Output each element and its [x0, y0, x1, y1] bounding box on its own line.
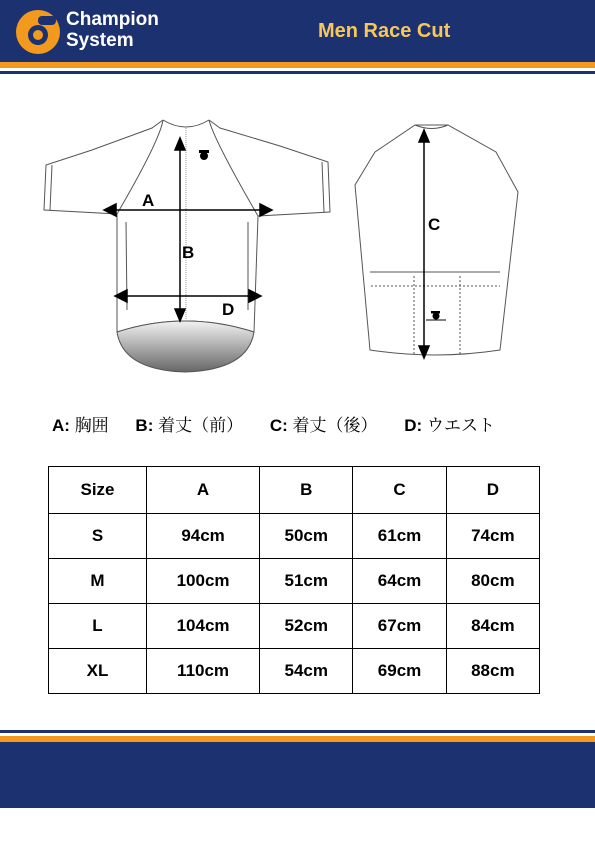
- legend-text-a: 胸囲: [74, 416, 109, 435]
- legend-key-b: B:: [135, 416, 154, 435]
- footer-bar: [0, 742, 595, 808]
- legend-item-c: [270, 416, 378, 435]
- table-cell: 74cm: [446, 514, 539, 559]
- table-cell: 54cm: [260, 649, 353, 694]
- table-cell: 51cm: [260, 559, 353, 604]
- table-row: [49, 559, 540, 604]
- table-header-cell: B: [260, 467, 353, 514]
- header-thin-navy-stripe: [0, 71, 595, 74]
- legend-text-b: 着丈（前）: [158, 416, 244, 435]
- size-chart-table: [48, 466, 540, 694]
- table-cell: 64cm: [353, 559, 446, 604]
- dimension-label-c: C: [428, 215, 441, 234]
- table-cell: 67cm: [353, 604, 446, 649]
- table-cell: 94cm: [147, 514, 260, 559]
- table-cell: 84cm: [446, 604, 539, 649]
- brand-name-line1: Champion: [66, 9, 159, 30]
- table-header-cell: Size: [49, 467, 147, 514]
- legend-text-d: ウエスト: [426, 416, 495, 435]
- legend-key-a: A:: [52, 416, 70, 435]
- table-header-cell: D: [446, 467, 539, 514]
- table-cell: 110cm: [147, 649, 260, 694]
- legend-key-c: C:: [269, 416, 288, 435]
- table-cell: 104cm: [147, 604, 260, 649]
- table-cell: 100cm: [147, 559, 260, 604]
- legend-key-d: D:: [404, 416, 423, 435]
- page-title: Men Race Cut: [318, 20, 451, 42]
- legend-item-b: [135, 416, 243, 435]
- table-row: [49, 649, 540, 694]
- dimension-label-b: B: [182, 243, 195, 262]
- dimension-label-d: D: [222, 300, 235, 319]
- table-cell: 52cm: [260, 604, 353, 649]
- jersey-measurement-diagram: [0, 95, 595, 385]
- champion-system-logo-icon: [14, 8, 62, 56]
- table-cell-size: XL: [49, 649, 147, 694]
- jersey-chest-logo-icon: [199, 150, 209, 160]
- legend-item-d: [404, 416, 495, 435]
- table-header-cell: A: [147, 467, 260, 514]
- table-row: [49, 514, 540, 559]
- table-header-row: [49, 467, 540, 514]
- measurement-legend: [52, 411, 517, 436]
- legend-text-c: 着丈（後）: [292, 416, 378, 435]
- table-cell: 80cm: [446, 559, 539, 604]
- jersey-back-logo-icon: [426, 311, 446, 320]
- table-cell-size: S: [49, 514, 147, 559]
- table-row: [49, 604, 540, 649]
- table-cell: 69cm: [353, 649, 446, 694]
- table-cell: 50cm: [260, 514, 353, 559]
- dimension-label-a: A: [142, 191, 155, 210]
- table-header-cell: C: [353, 467, 446, 514]
- legend-item-a: [52, 416, 109, 435]
- table-cell-size: M: [49, 559, 147, 604]
- table-cell: 61cm: [353, 514, 446, 559]
- table-cell: 88cm: [446, 649, 539, 694]
- table-cell-size: L: [49, 604, 147, 649]
- brand-name-line2: System: [66, 30, 134, 51]
